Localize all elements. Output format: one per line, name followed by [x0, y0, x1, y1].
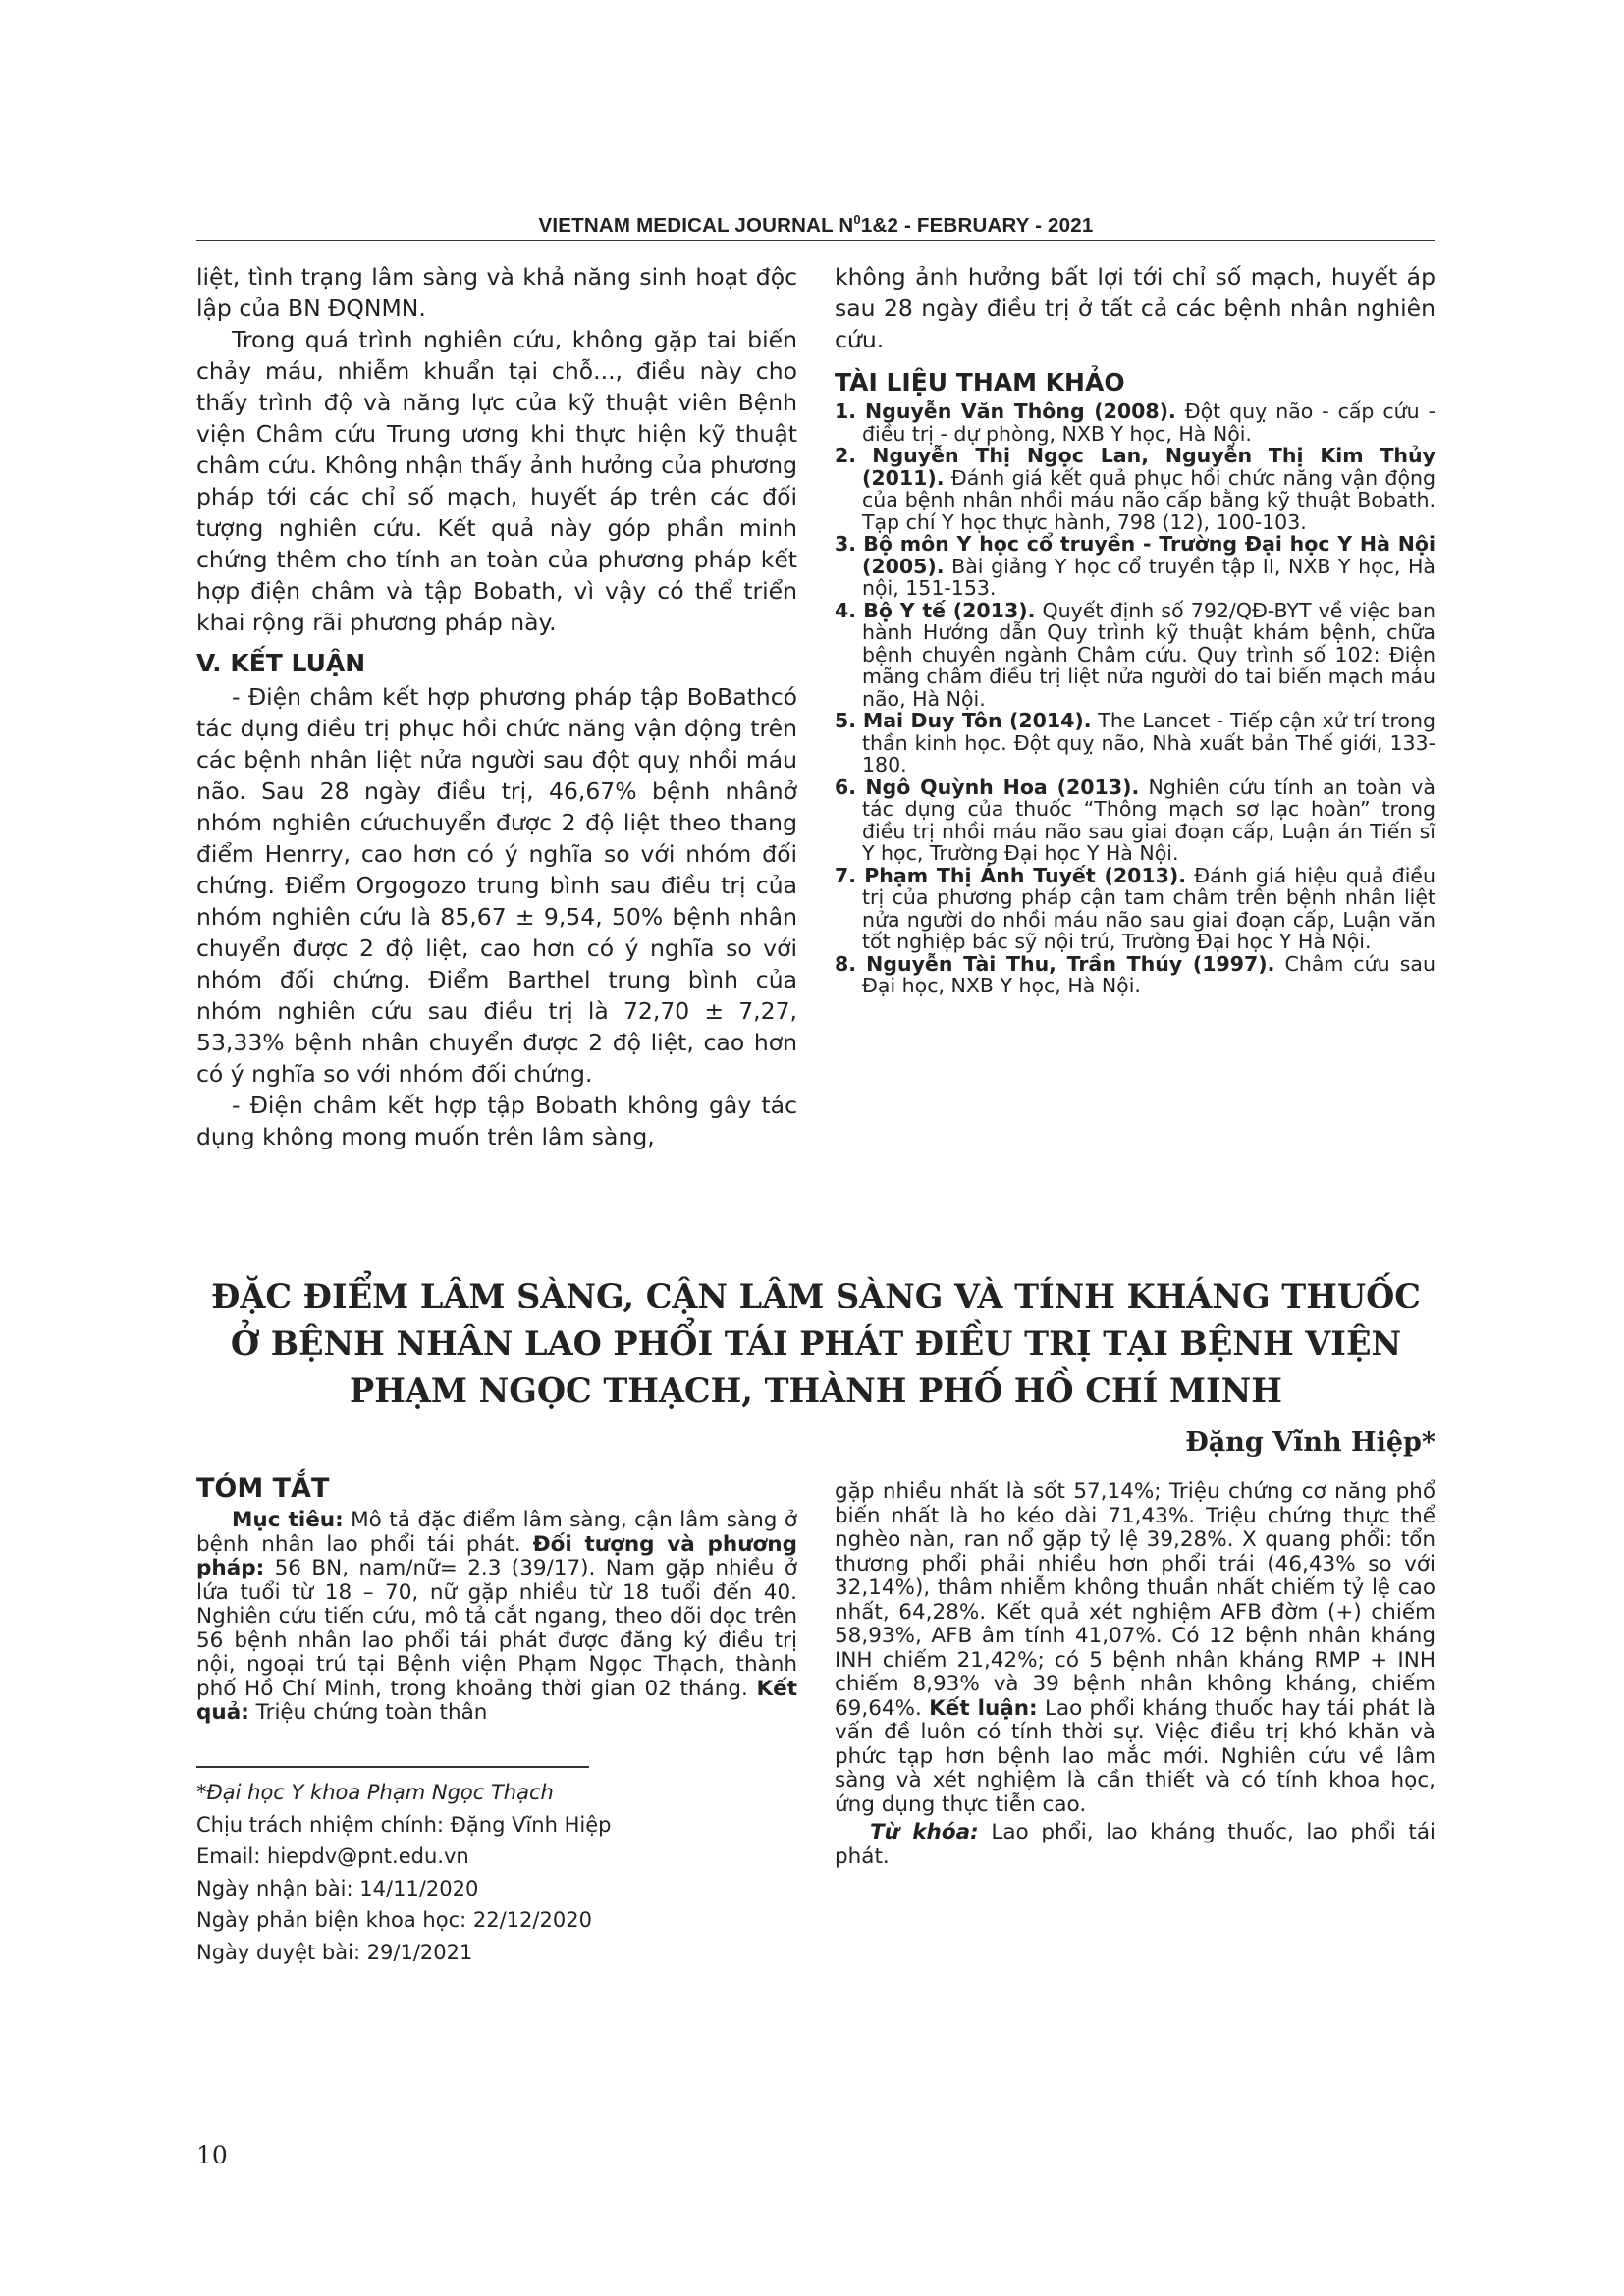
journal-number-sup: 0	[853, 212, 861, 227]
article-title-line-1: ĐẶC ĐIỂM LÂM SÀNG, CẬN LÂM SÀNG VÀ TÍNH KHÁNG THUỐC	[211, 1277, 1421, 1315]
footnote	[196, 1777, 611, 1968]
reference-item: 6. Ngô Quỳnh Hoa (2013). Nghiên cứu tính an toàn và tác dụng của thuốc “Thông mạch sơ lạc hoàn” trong điều trị nhồi máu não sau giai đoạn cấp, Luận án Tiến sĩ Y học, Trường Đại học Y Hà Nội.	[835, 774, 1435, 865]
footnote-affiliation: *Đại học Y khoa Phạm Ngọc Thạch	[196, 1781, 554, 1804]
article-title	[196, 1273, 1435, 1415]
footnote-received-date: Ngày nhận bài: 14/11/2020	[196, 1876, 479, 1900]
reference-author: Mai Duy Tôn (2014).	[862, 709, 1092, 732]
summary-heading: TÓM TẮT	[196, 1473, 330, 1504]
reference-item: 1. Nguyễn Văn Thông (2008). Đột quỵ não - cấp cứu - điều trị - dự phòng, NXB Y học, Hà Nội.	[835, 400, 1435, 446]
reference-item: 4. Bộ Y tế (2013). Quyết định số 792/QĐ-BYT về việc ban hành Hướng dẫn Quy trình kỹ thuật khám bệnh, chữa bệnh chuyên ngành Châm cứu. Quy trình số 102: Điện mãng châm điều trị liệt nửa người do tai biến mạch máu não, Hà Nội.	[835, 598, 1435, 711]
references-heading: TÀI LIỆU THAM KHẢO	[835, 368, 1125, 397]
reference-item: 3. Bộ môn Y học cổ truyền - Trường Đại học Y Hà Nội (2005). Bài giảng Y học cổ truyền tập II, NXB Y học, Hà nội, 151-153.	[835, 532, 1435, 600]
left-paragraph-2: Trong quá trình nghiên cứu, không gặp tai biến chảy máu, nhiễm khuẩn tại chỗ..., điều này cho thấy trình độ và năng lực của kỹ thuật viên Bệnh viện Châm cứu Trung ương khi thực hiện kỹ thuật châm cứu. Không nhận thấy ảnh hưởng của phương pháp tới các chỉ số mạch, huyết áp trên các đối tượng nghiên cứu. Kết quả này góp phần minh chứng thêm cho tính an toàn của phương pháp kết hợp điện châm và tập Bobath, vì vậy có thể triển khai rộng rãi phương pháp này.	[196, 326, 797, 636]
reference-author: Ngô Quỳnh Hoa (2013).	[865, 774, 1140, 799]
footnote-rule	[196, 1766, 589, 1768]
conclusion-heading: V. KẾT LUẬN	[196, 649, 366, 677]
conclusion-paragraph-1: - Điện châm kết hợp phương pháp tập BoBathcó tác dụng điều trị phục hồi chức năng vận động trên các bệnh nhân liệt nửa người sau đột quỵ nhồi máu não. Sau 28 ngày điều trị, 46,67% bệnh nhânở nhóm nghiên cứuchuyển được 2 độ liệt theo thang điểm Henrry, cao hơn có ý nghĩa so với nhóm đối chứng. Điểm Orgogozo trung bình sau điều trị của nhóm nghiên cứu là 85,67 ± 9,54, 50% bệnh nhân chuyển được 2 độ liệt, cao hơn có ý nghĩa so với nhóm đối chứng. Điểm Barthel trung bình của nhóm nghiên cứu sau điều trị là 72,70 ± 7,27, 53,33% bệnh nhân chuyển được 2 độ liệt, cao hơn có ý nghĩa so với nhóm đối chứng.	[196, 683, 797, 1088]
results-label: Kết quả:	[196, 1676, 797, 1725]
conclusion-label: Kết luận:	[929, 1695, 1038, 1721]
footnote-approval-date: Ngày duyệt bài: 29/1/2021	[196, 1940, 473, 1964]
reference-item: 7. Phạm Thị Ánh Tuyết (2013). Đánh giá hiệu quả điều trị của phương pháp cận tam châm trên bệnh nhân liệt nửa người do nhồi máu não sau giai đoạn cấp, Luận văn tốt nghiệp bác sỹ nội trú, Trường Đại học Y Hà Nội.	[835, 863, 1435, 953]
abstract-left-column	[196, 1473, 797, 1726]
reference-item: 8. Nguyễn Tài Thu, Trần Thúy (1997). Châm cứu sau Đại học, NXB Y học, Hà Nội.	[835, 951, 1435, 997]
reference-author: Bộ Y tế (2013).	[863, 598, 1036, 622]
article-title-line-2: Ở BỆNH NHÂN LAO PHỔI TÁI PHÁT ĐIỀU TRỊ TẠI BỆNH VIỆN	[230, 1324, 1402, 1362]
methods-label: Đối tượng và phương pháp:	[196, 1531, 797, 1580]
keywords-paragraph: Từ khóa: Lao phổi, lao kháng thuốc, lao phổi tái phát.	[835, 1820, 1435, 1869]
journal-issue: 1&2 - FEBRUARY - 2021	[860, 213, 1094, 237]
article-title-line-3: PHẠM NGỌC THẠCH, THÀNH PHỐ HỒ CHÍ MINH	[350, 1371, 1282, 1410]
reference-author: Bộ môn Y học cổ truyền - Trường Đại học Y Hà Nội (2005).	[862, 532, 1435, 578]
article-author: Đặng Vĩnh Hiệp*	[1185, 1427, 1435, 1458]
footnote-responsible: Chịu trách nhiệm chính: Đặng Vĩnh Hiệp	[196, 1812, 612, 1837]
page-number: 10	[196, 2141, 228, 2169]
right-continued-paragraph: không ảnh hưởng bất lợi tới chỉ số mạch, huyết áp sau 28 ngày điều trị ở tất cả các bệnh nhân nghiên cứu.	[835, 263, 1435, 353]
right-column	[835, 261, 1435, 997]
abstract-results-continued: gặp nhiều nhất là sốt 57,14%; Triệu chứng cơ năng phổ biến nhất là ho kéo dài 71,43%. Triệu chứng thực thể nghèo nàn, ran nổ gặp tỷ lệ 39,28%. X quang phổi: tổn thương phổi phải nhiều hơn phổi trái (46,43% so với 32,14%), thâm nhiễm không thuần nhất chiếm tỷ lệ cao nhất, 64,28%. Kết quả xét nghiệm AFB đờm (+) chiếm 58,93%, AFB âm tính 41,07%. Có 12 bệnh nhân kháng INH chiếm 21,42%; có 5 bệnh nhân kháng RMP + INH chiếm 8,93% và 39 bệnh nhân không kháng, chiếm 69,64%. Kết luận: Lao phổi kháng thuốc hay tái phát là vấn đề luôn có tính thời sự. Việc điều trị khó khăn và phức tạp hơn bệnh lao mắc mới. Nghiên cứu về lâm sàng và xét nghiệm là cần thiết và có tính khoa học, ứng dụng thực tiễn cao.	[835, 1479, 1436, 1817]
reference-author: Nguyễn Thị Ngọc Lan, Nguyễn Thị Kim Thủy (2011).	[862, 444, 1435, 490]
conclusion-paragraph-2: - Điện châm kết hợp tập Bobath không gây tác dụng không mong muốn trên lâm sàng,	[196, 1092, 797, 1150]
footnote-email: Email: hiepdv@pnt.edu.vn	[196, 1844, 469, 1868]
abstract-paragraph: Mục tiêu: Mô tả đặc điểm lâm sàng, cận lâm sàng ở bệnh nhân lao phổi tái phát. Đối tượng và phương pháp: 56 BN, nam/nữ= 2.3 (39/17). Nam gặp nhiều ở lứa tuổi từ 18 – 70, nữ gặp nhiều từ 18 tuổi đến 40. Nghiên cứu tiến cứu, mô tả cắt ngang, theo dõi dọc trên 56 bệnh nhân lao phổi tái phát được đăng ký điều trị nội, ngoại trú tại Bệnh viện Phạm Ngọc Thạch, thành phố Hồ Chí Minh, trong khoảng thời gian 02 tháng. Kết quả: Triệu chứng toàn thân	[196, 1508, 797, 1725]
objective-label: Mục tiêu:	[232, 1508, 344, 1532]
reference-author: Nguyễn Văn Thông (2008).	[865, 400, 1176, 423]
running-header	[196, 212, 1435, 238]
journal-name: VIETNAM MEDICAL JOURNAL N	[538, 213, 854, 237]
references-list	[835, 400, 1435, 997]
left-column	[196, 261, 797, 1152]
keywords-label: Từ khóa:	[870, 1820, 979, 1844]
left-paragraph-1: liệt, tình trạng lâm sàng và khả năng sinh hoạt độc lập của BN ĐQNMN.	[196, 263, 797, 322]
reference-author: Phạm Thị Ánh Tuyết (2013).	[864, 863, 1187, 887]
reference-item: 2. Nguyễn Thị Ngọc Lan, Nguyễn Thị Kim Thủy (2011). Đánh giá kết quả phục hồi chức năng vận động của bệnh nhân nhồi máu não cấp bằng kỹ thuật Bobath. Tạp chí Y học thực hành, 798 (12), 100-103.	[835, 444, 1435, 534]
reference-author: Nguyễn Tài Thu, Trần Thúy (1997).	[866, 951, 1275, 976]
reference-item: 5. Mai Duy Tôn (2014). The Lancet - Tiếp cận xử trí trong thần kinh học. Đột quỵ não, Nhà xuất bản Thế giới, 133-180.	[835, 709, 1435, 776]
footnote-review-date: Ngày phản biện khoa học: 22/12/2020	[196, 1908, 592, 1932]
header-rule	[196, 240, 1435, 241]
abstract-right-column	[835, 1480, 1435, 1869]
